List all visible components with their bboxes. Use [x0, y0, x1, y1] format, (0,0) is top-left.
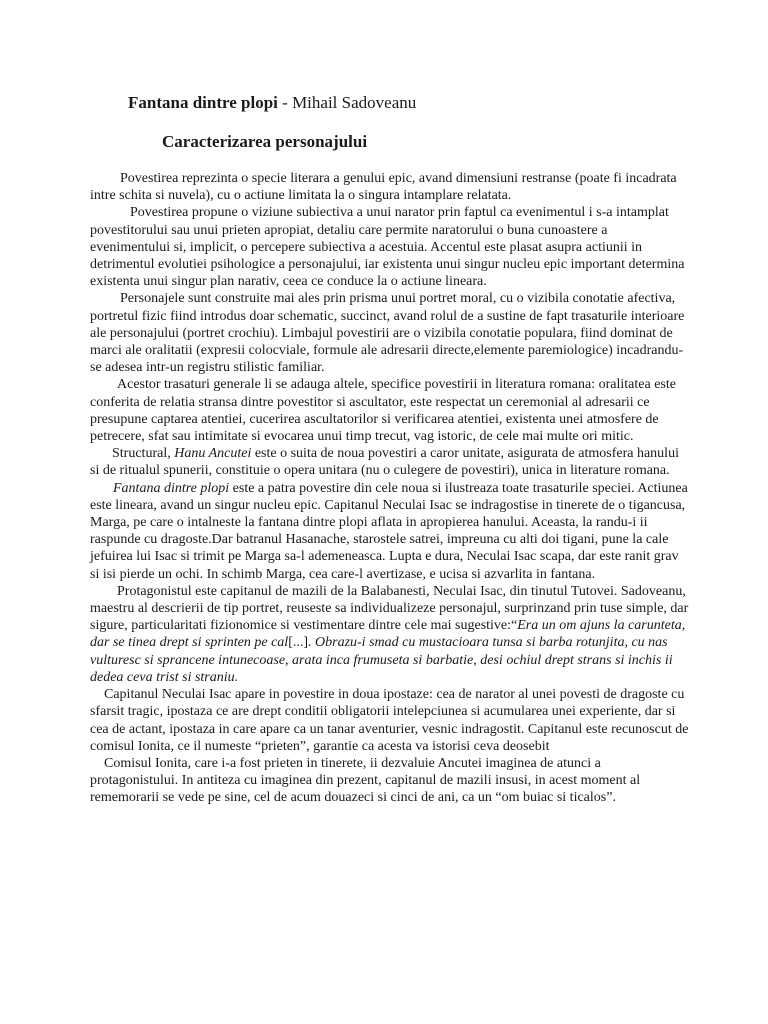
paragraph-6-text-b: este a patra povestire din cele noua si ilustreaza toate trasaturile speciei. Actiunea este lineara, avand un singur nucleu epic. Capitanul Neculai Isac se indragostise in tinerete de o tigancusa, Marga, pe care o intalneste la fantana dintre plopi aflata in apropierea hanului. Aceasta, la randu-i ii raspunde cu dragoste.Dar batranul Hasanache, starostele satrei, impreuna cu alti doi tigani, pune la cale jefuirea lui Isac si trimit pe Marga sa-l ademeneasca. Lupta e dura, Neculai Isac scapa, dar este ranit grav si isi pierde un ochi. In schimb Marga, cea care-l avertizase, e ucisa si azvarlita in fantana. [90, 480, 688, 582]
work-title: Fantana dintre plopi [128, 93, 278, 112]
paragraph-4: Acestor trasaturi generale li se adauga altele, specifice povestirii in literatura romana: oralitatea este conferita de relatia stransa dintre povestitor si ascultator, este respectat un ceremonial al adresarii ce presupune captarea atentiei, cucerirea ascultatorilor si verificarea atentiei, existenta unei atmosfere de petrecere, sfat sau intimitate si evocarea unui timp trecut, vag istoric, de cele mai multe ori mitic. [90, 377, 676, 445]
paragraph-7-text-a: Protagonistul este capitanul de mazili de la Balabanesti, Neculai Isac, din tinutul Tutovei. Sadoveanu, maestru al descrierii de tip portret, reuseste sa individualizeze personajul, surprinzand prin tuse simple, dar sigure, particularitati fizionomice si vestimentare dintre cele mai sugestive:“ [90, 583, 689, 634]
paragraph-3: Personajele sunt construite mai ales prin prisma unui portret moral, cu o vizibila conotatie afectiva, portretul fizic fiind introdus doar schematic, succinct, avand rolul de a sustine de fapt trasaturile interioare ale personajului (portret crochiu). Limbajul povestirii are o vizibila conotatie populara, fiind dominat de marci ale oralitatii (expresii colocviale, formule ale adresarii directe,elemente paremiologice) incadrandu-se adesea intr-un registru stilistic familiar. [90, 291, 685, 376]
paragraph-9: Comisul Ionita, care i-a fost prieten in tinerete, ii dezvaluie Ancutei imaginea de atunci a protagonistului. In antiteza cu imaginea din prezent, capitanul de mazili insusi, in acest moment al rememorarii se vede pe sine, cel de acum douazeci si cinci de ani, ca un “om buiac si ticalos”. [90, 755, 641, 806]
paragraph-7-quote-1: Era un om ajuns la carunteta, dar se tinea drept si sprinten pe cal [90, 618, 686, 651]
paragraph-1: Povestirea reprezinta o specie literara a genului epic, avand dimensiuni restranse (poate fi incadrata intre schita si nuvela), cu o actiune limitata la o singura intamplare relatata. [90, 171, 677, 204]
paragraph-5-italic-title: Hanu Ancutei [174, 446, 252, 462]
paragraph-7 [90, 583, 690, 686]
paragraph-5 [90, 445, 690, 479]
document-title [128, 93, 416, 113]
paragraph-6-italic-title: Fantana dintre plopi [113, 480, 230, 496]
paragraph-6 [90, 480, 690, 583]
paragraph-8: Capitanul Neculai Isac apare in povestire in doua ipostaze: cea de narator al unei povesti de dragoste cu sfarsit tragic, ipostaza ce are drept conditii obligatorii intelepciunea si acumularea unei experiente, dar si cea de actant, ipostaza in care apare ca un tanar aventurier, vesnic indragostit. Capitanul este recunoscut de comisul Ionita, ce il numeste “prieten”, garantie ca acesta va istorisi ceva deosebit [90, 687, 689, 754]
paragraph-7-quote-2: Obrazu-i smad cu mustacioara tunsa si barba rotunjita, cu nas vulturesc si sprancene intunecoase, arata inca frumuseta si barbatie, desi ochiul drept strans si inchis ii dedea ceva trist si straniu. [90, 635, 673, 685]
paragraph-5-text-a: Structural, [112, 446, 175, 462]
paragraph-7-ellipsis: [...]. [288, 635, 316, 651]
document-body [90, 170, 690, 807]
section-heading: Caracterizarea personajului [162, 132, 368, 151]
paragraph-2: Povestirea propune o viziune subiectiva a unui narator prin faptul ca evenimentul i s-a intamplat povestitorului sau unui prieten apropiat, detaliu care permite naratorului o buna cunoastere a evenimentului si, implicit, o percepere subiectiva a acestuia. Accentul este plasat asupra actiunii in detrimentul evolutiei psihologice a personajului, iar existenta unui singur nucleu epic important determina existenta unui singur plan narativ, ceea ce conduce la o actiune lineara. [90, 205, 685, 290]
author-name: Mihail Sadoveanu [292, 93, 417, 112]
title-separator: - [277, 93, 293, 112]
paragraph-5-text-c: este o suita de noua povestiri a caror unitate, asigurata de atmosfera hanului si de ritualul spunerii, constituie o opera unitara (nu o culegere de povestiri), unica in literature romana. [90, 446, 679, 479]
